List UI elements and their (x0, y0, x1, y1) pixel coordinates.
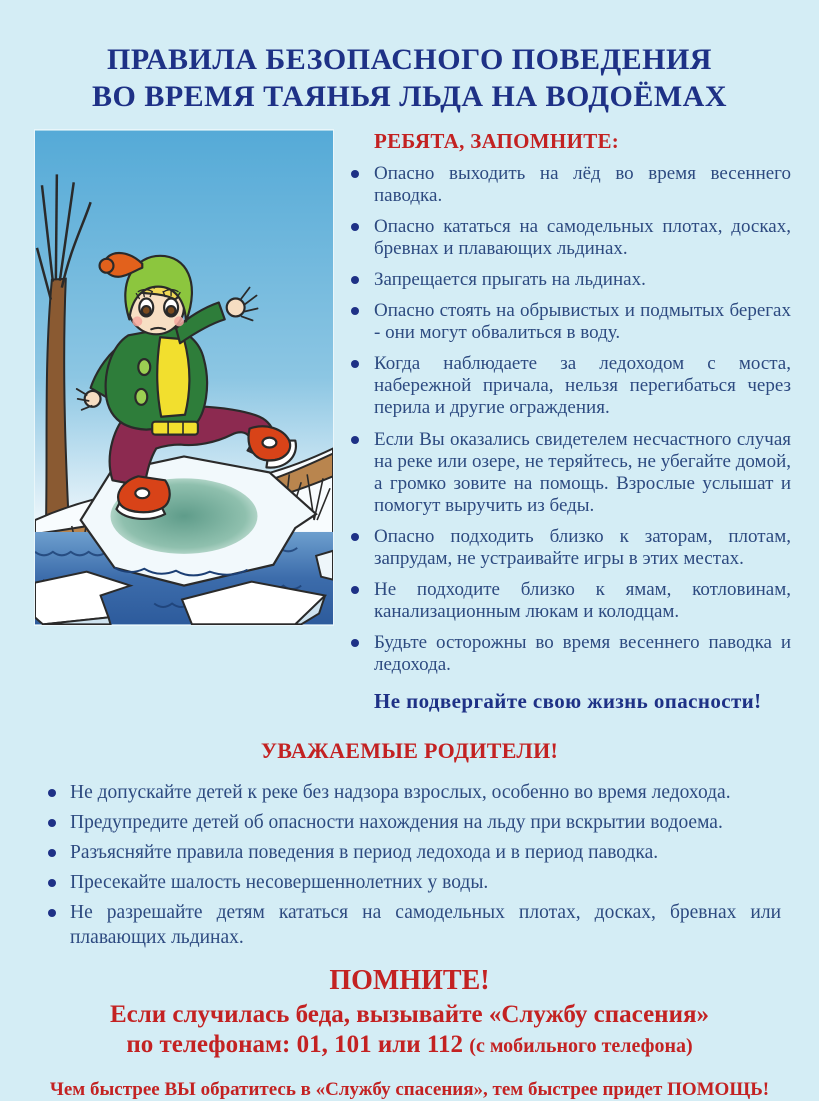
kids-rule-item: Опасно кататься на самодельных плотах, досках, бревнах и плавающих льдинах. (344, 216, 791, 260)
cheek (132, 317, 142, 327)
kids-rule-item: Опасно выходить на лёд во время весеннего паводка. (344, 163, 791, 207)
parents-rule-item: Пресекайте шалость несовершеннолетних у воды. (42, 870, 781, 896)
emergency-call-line1: Если случилась беда, вызывайте «Службу спасения» (109, 1001, 710, 1029)
kids-rules-list (344, 163, 791, 676)
kids-footer-warning: Не подвергайте свою жизнь опасности! (374, 688, 762, 713)
illustration-svg (35, 130, 333, 625)
remember-heading: ПОМНИТЕ! (329, 965, 490, 997)
mobile-phone-note: (с мобильного телефона) (469, 1035, 693, 1058)
main-content (0, 115, 819, 714)
cheek (174, 317, 184, 327)
kids-rule-item: Запрещается прыгать на льдинах. (344, 269, 791, 291)
kids-rule-item: Будьте осторожны во время весеннего паводка и ледохода. (344, 632, 791, 676)
kids-rule-item: Когда наблюдаете за ледоходом с моста, набережной причала, нельзя перегибаться через перила и другие ограждения. (344, 353, 791, 419)
coat-button (138, 359, 150, 375)
kids-rule-item: Опасно подходить близко к заторам, плотам, запрудам, не устраивайте игры в этих местах. (344, 526, 791, 570)
coat-button (135, 389, 147, 405)
kids-rule-item: Опасно стоять на обрывистых и подмытых берегах - они могут обвалиться в воду. (344, 300, 791, 344)
poster-title (0, 42, 819, 115)
child-on-ice-floe-illustration (34, 129, 334, 626)
emergency-call-line2 (0, 1031, 819, 1059)
kids-rules-section (344, 129, 791, 714)
parents-rule-item: Не разрешайте детям кататься на самодельных плотах, досках, бревнах или плавающих льдинах. (42, 900, 781, 952)
kids-heading: РЕБЯТА, ЗАПОМНИТЕ: (374, 129, 620, 154)
poster-title-line2: ВО ВРЕМЯ ТАЯНЬЯ ЛЬДА НА ВОДОЁМАХ (91, 79, 728, 113)
kids-rule-item: Не подходите близко к ямам, котловинам, канализационным люкам и колодцам. (344, 579, 791, 623)
poster-title-line1: ПРАВИЛА БЕЗОПАСНОГО ПОВЕДЕНИЯ (107, 43, 712, 76)
bottom-warning: Чем быстрее ВЫ обратитесь в «Службу спасения», тем быстрее придет ПОМОЩЬ! (49, 1079, 770, 1101)
kids-rule-item: Если Вы оказались свидетелем несчастного случая на реке или озере, не теряйтесь, не убегайте домой, а громко зовите на помощь. Взрослые услышат и помогут выручить из беды. (344, 429, 791, 517)
parents-heading: УВАЖАЕМЫЕ РОДИТЕЛИ! (260, 737, 559, 763)
waistband (152, 422, 198, 435)
sweater (157, 337, 189, 416)
parents-rule-item: Не допускайте детей к реке без надзора взрослых, особенно во время ледохода. (42, 780, 781, 806)
left-boot (116, 477, 169, 520)
emergency-phones: по телефонам: 01, 101 или 112 (126, 1031, 464, 1059)
parents-rule-item: Разъясняйте правила поведения в период ледохода и в период паводка. (42, 840, 781, 866)
parents-rule-item: Предупредите детей об опасности нахождения на льду при вскрытии водоема. (42, 810, 781, 836)
parents-rules-list (42, 780, 781, 952)
